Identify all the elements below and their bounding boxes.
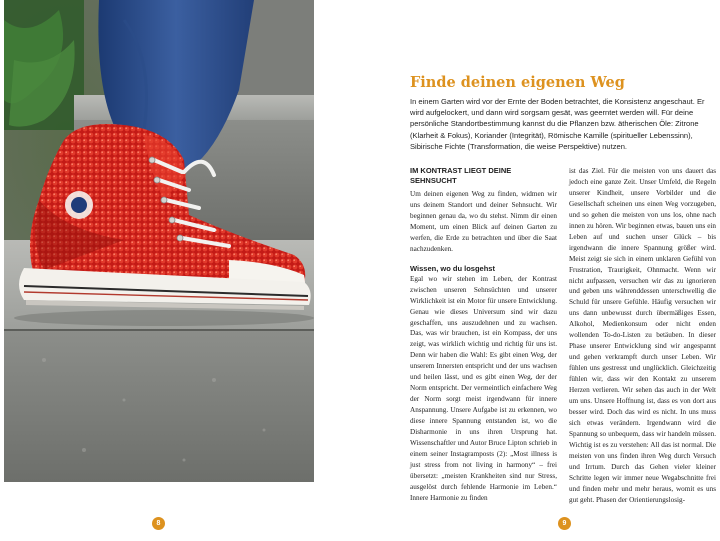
body-paragraph: ist das Ziel. Für die meisten von uns dauert das jedoch eine ganze Zeit. Unser Umfeld, die Regeln unserer Kindheit, unsere Vorbilder und die Gesellschaft scheinen uns einen Weg vorzugeben, und so gehen die meisten von uns los, ohne nach innen zu hören. Wir beginnen etwas, bauen uns ein Leben auf und suchen unser Glück – bis irgendwann die innere Spannung größer wird. Meist zeigt sie sich in einem unklaren Gefühl von Frustration, Traurigkeit, Ohnmacht. Wenn wir nicht aufpassen, versuchen wir das zu ignorieren und geben uns währenddessen unterschwellig die Schuld für unsere Gefühle. Häufig versuchen wir uns dann unbewusst durch übermäßiges Essen, Alkohol, Medienkonsum oder nicht enden wollenden To-do-Listen zu betäuben. In dieser Phase unserer Entwicklung sind wir angespannt und gehen verkrampft durch unser Leben. Wir fühlen uns gestresst und unglücklich. Gleichzeitig fühlen wir, dass wir den Kontakt zu unserem Herzen verlieren. Wir sehen das auch in der Welt um uns. Unsere Hoffnung ist, dass es von dort aus besser wird. Doch das wird es nicht. In uns muss sich etwas verändern. Irgendwann wird die Spannung so unbequem, dass wir handeln müssen. Wichtig ist es zu verstehen: All das ist normal. Die meisten von uns finden ihren Weg durch Versuch und Irrtum. Durch das Gehen vieler kleiner Schritte legen wir immer neue Wegabschnitte frei und finden mehr und mehr heraus, womit es uns gut geht. Phasen der Orientierungslosig- — [569, 167, 716, 504]
subheading: Wissen, wo du losgehst — [410, 263, 495, 273]
body-paragraph: Egal wo wir stehen im Leben, der Kontrast zwischen unseren Sehnsüchten und unserer Wirklichkeit ist ein Motor für unsere Entwicklung. Genau wie dieses Universum sind wir dazu geschaffen, uns auszudehnen und zu wachsen. Das, was wir brauchen, ist ein Kompass, der uns zeigt, was wirklich wichtig und richtig für uns ist. Denn wir haben die Wahl: Es gibt einen Weg, der unserem Innersten entspricht und der uns wachsen und heilen lässt, und es gibt einen Weg, der der Norm entspricht. Der vermeintlich einfachere Weg der Norm sorgt meist irgendwann für innere Anspannung. Unsere Aufgabe ist zu erkennen, wo diese innere Spannung entstanden ist, wo die Disharmonie in uns ihren Ursprung hat. Wissenschaftler und Autor Bruce Lipton schrieb in einem seiner Instagramposts (2): „Most illness is just stress from not living in harmony“ – frei übersetzt: „meisten Krankheiten sind nur Stress, ausgelöst durch fehlende Harmonie im Leben.“ Innere Harmonie zu finden — [410, 274, 557, 502]
chapter-title: Finde deinen eigenen Weg — [410, 74, 625, 91]
left-page — [0, 0, 355, 541]
page-number-left: 8 — [152, 517, 165, 530]
text-column-right — [569, 166, 716, 506]
body-paragraph: Um deinen eigenen Weg zu finden, widmen wir uns deinem Standort und deiner Sehnsucht. Wir beginnen genau da, wo du stehst. Nimm dir einen Moment, um einen Blick auf deinen Garten zu werfen, die Erde zu betrachten und über die Saat nachzudenken. — [410, 190, 557, 253]
sneaker-photo — [4, 0, 314, 482]
section-heading: IM KONTRAST LIEGT DEINE SEHNSUCHT — [410, 166, 512, 185]
intro-paragraph: In einem Garten wird vor der Ernte der Boden betrachtet, die Konsistenz angeschaut. Er wird aufgelockert, und dann wird sorgsam gesät, was geerntet werden will. Für deine persönliche Standortbestimmung kannst du die Pflanzen bzw. ätherischen Öle: Zitrone (Klarheit & Fokus), Koriander (Integrität), Römische Kamille (spiritueller Lebenssinn), Sibirische Fichte (Transformation, die weise Perspektive) nutzen. — [410, 97, 705, 151]
page-number-right: 9 — [558, 517, 571, 530]
text-column-left — [410, 166, 557, 504]
